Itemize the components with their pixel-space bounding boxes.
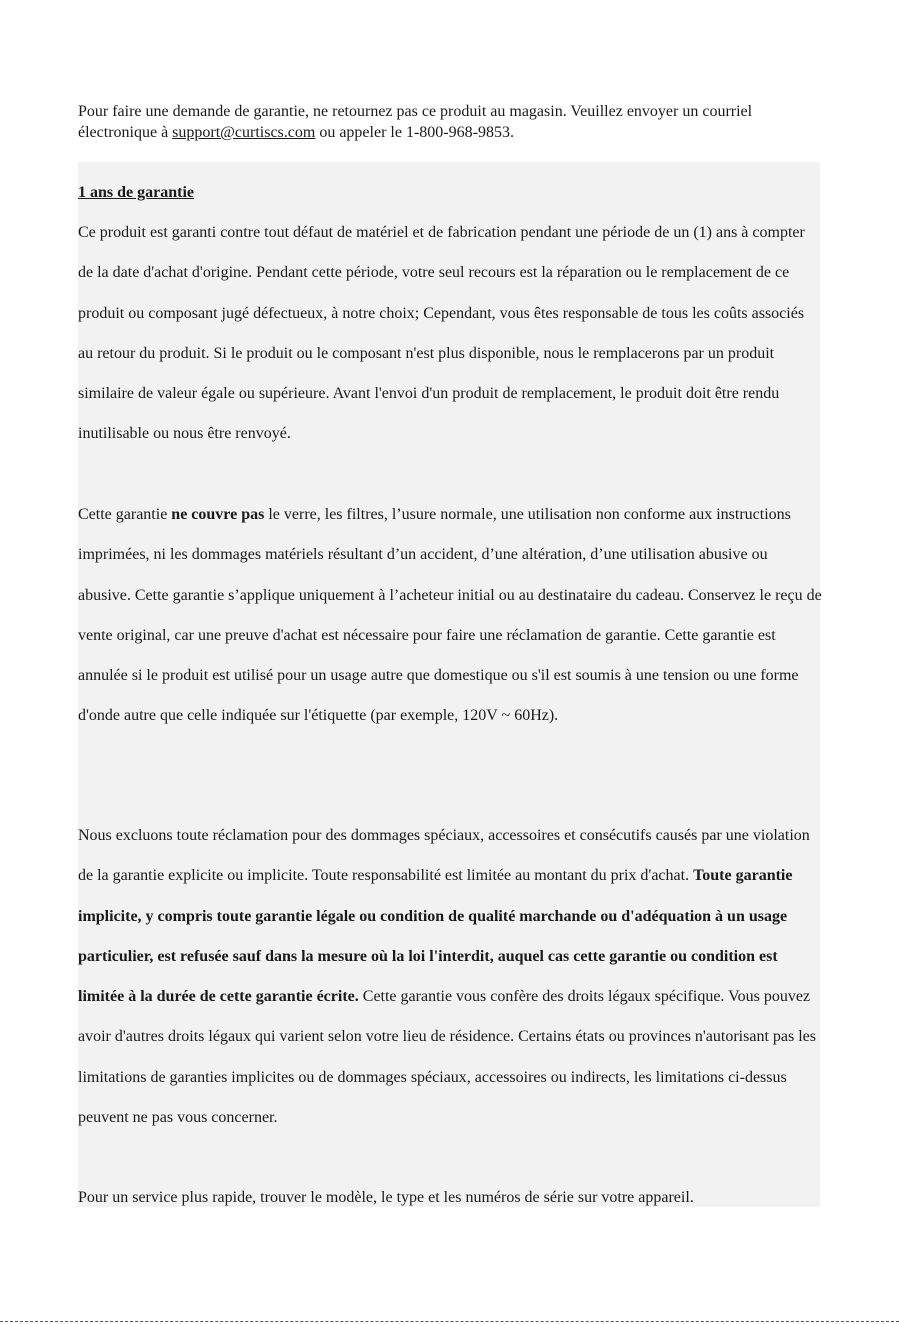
warranty-liability-paragraph [78, 816, 823, 1138]
intro-text-before: Pour faire une demande de garantie, ne retournez pas ce produit au magasin. Veuillez envoyer un courriel électronique à [78, 103, 753, 141]
warranty-exclusions-paragraph [78, 495, 823, 737]
exclusions-text-before: Cette garantie [78, 506, 172, 523]
liability-bold-text: Toute garantie implicite, y compris toute garantie légale ou condition de qualité marchande ou d'adéquation à un usage particulier, est refusée sauf dans la mesure où la loi l'interdit, auquel cas cette garantie ou condition est limitée à la durée de cette garantie écrite. [78, 867, 793, 1006]
liability-text-before: Nous excluons toute réclamation pour des dommages spéciaux, accessoires et consécutifs causés par une violation de la garantie explicite ou implicite. Toute responsabilité est limitée au montant du prix d'achat. [78, 827, 810, 885]
support-email-link[interactable]: support@curtiscs.com [172, 124, 316, 141]
intro-text-after: ou appeler le 1-800-968-9853. [315, 124, 514, 141]
exclusions-text-after: le verre, les filtres, l’usure normale, une utilisation non conforme aux instructions imprimées, ni les dommages matériels résultant d’un accident, d’une altération, d’une utilisation abusive ou abusive. Cette garantie s’applique uniquement à l’acheteur initial ou au destinataire du cadeau. Conservez le reçu de vente original, car une preuve d'achat est nécessaire pour faire une réclamation de garantie. Cette garantie est annulée si le produit est utilisé pour un usage autre que domestique ou s'il est soumis à une tension ou une forme d'onde autre que celle indiquée sur l'étiquette (par exemple, 120V ~ 60Hz). [78, 506, 822, 725]
liability-text-after: Cette garantie vous confère des droits légaux spécifique. Vous pouvez avoir d'autres droits légaux qui varient selon votre lieu de résidence. Certains états ou provinces n'autorisant pas les limitations de garanties implicites ou de dommages spéciaux, accessoires ou indirects, les limitations ci-dessus peuvent ne pas vous concerner. [78, 988, 816, 1127]
warranty-coverage-paragraph: Ce produit est garanti contre tout défaut de matériel et de fabrication pendant une période de un (1) ans à compter de la date d'achat d'origine. Pendant cette période, votre seul recours est la réparation ou le remplacement de ce produit ou composant jugé défectueux, à notre choix; Cependant, vous êtes responsable de tous les coûts associés au retour du produit. Si le produit ou le composant n'est plus disponible, nous le remplacerons par un produit similaire de valeur égale ou supérieure. Avant l'envoi d'un produit de remplacement, le produit doit être rendu inutilisable ou nous être renvoyé. [78, 224, 805, 443]
page-bottom-rule [0, 1321, 899, 1322]
intro-paragraph [78, 101, 823, 143]
exclusions-bold-text: ne couvre pas [171, 506, 265, 523]
service-info-paragraph: Pour un service plus rapide, trouver le modèle, le type et les numéros de série sur votre appareil. [78, 1189, 694, 1206]
warranty-heading: 1 ans de garantie [78, 184, 194, 201]
